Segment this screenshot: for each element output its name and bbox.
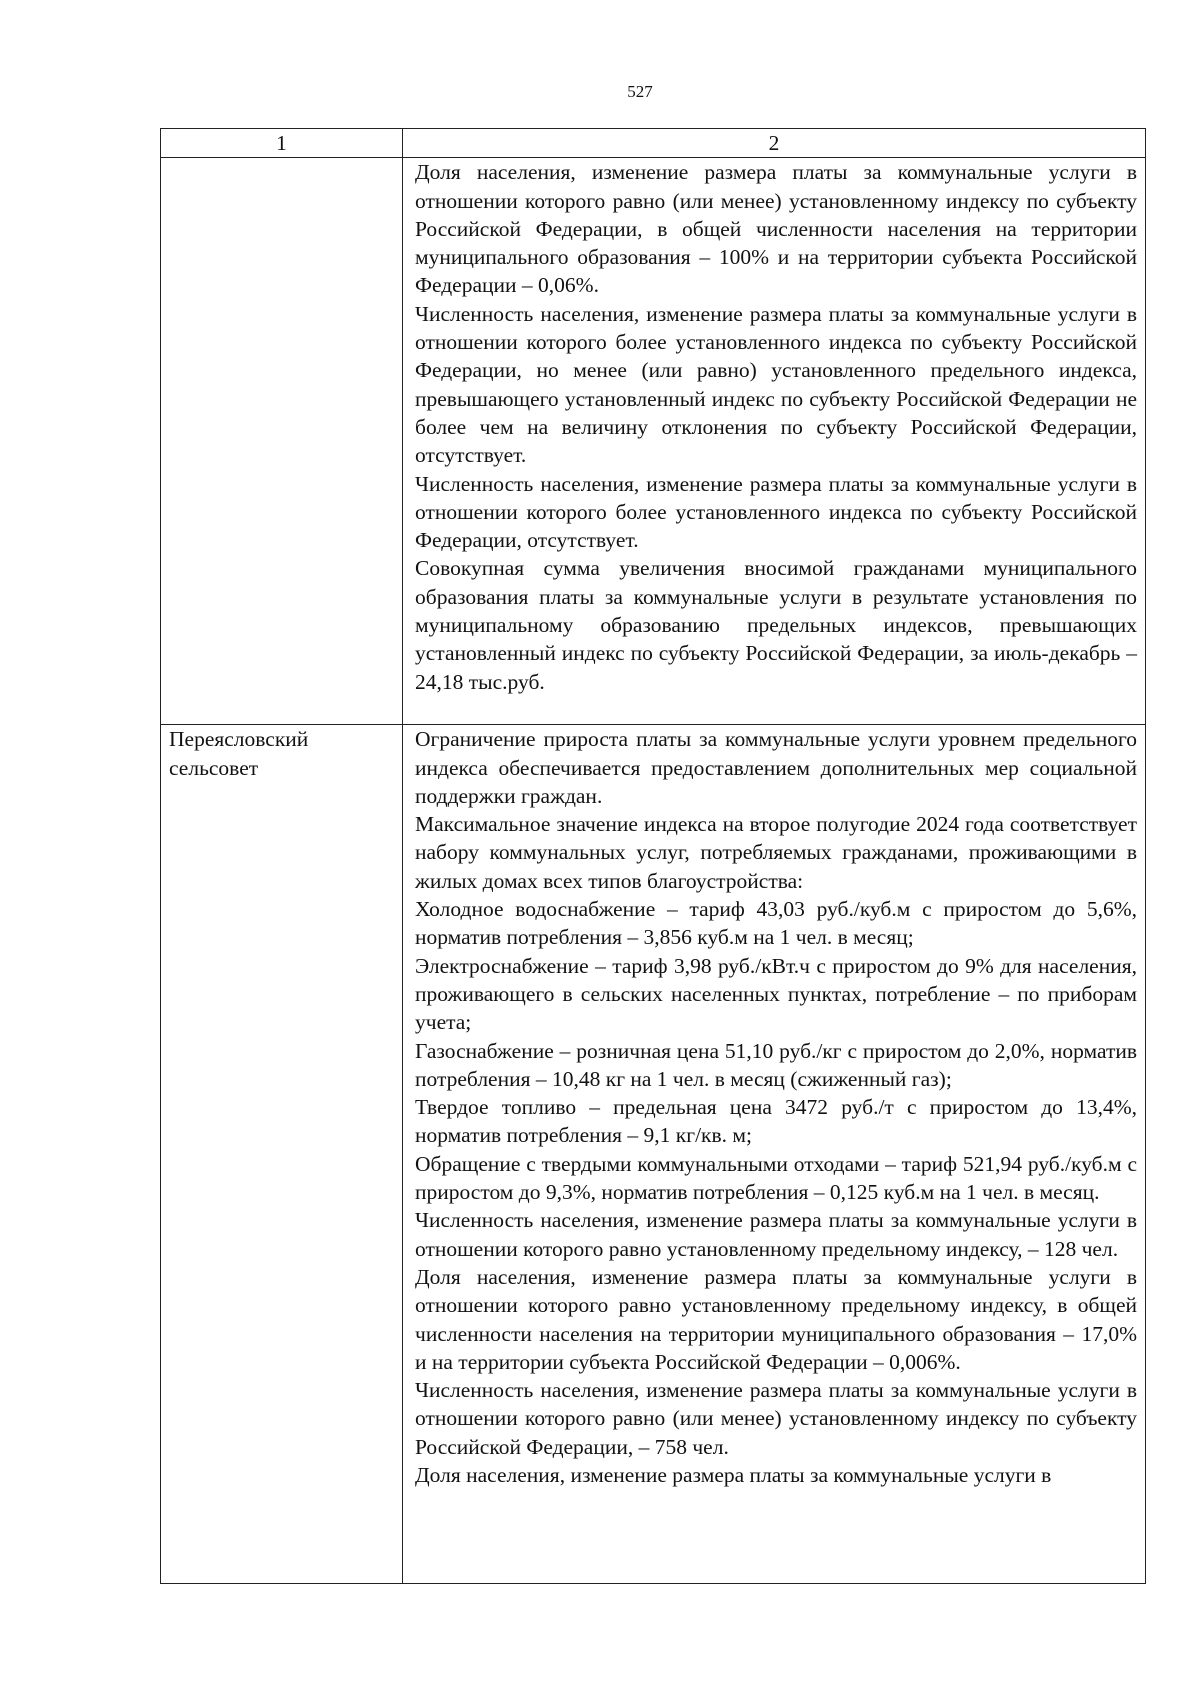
paragraph: Электроснабжение – тариф 3,98 руб./кВт.ч с приростом до 9% для населения, проживающего в сельских населенных пунктах, потребление – по приборам учета;: [415, 953, 1137, 1035]
table-header-row: [161, 129, 1146, 158]
paragraph: Доля населения, изменение размера платы за коммунальные услуги в отношении которого равно установленному предельному индексу, в общей численности населения на территории муниципального образования – 17,0% и на территории субъекта Российской Федерации – 0,006%.: [415, 1264, 1137, 1374]
row-content: [403, 725, 1146, 1584]
paragraph: Холодное водоснабжение – тариф 43,03 руб./куб.м с приростом до 5,6%, норматив потребления – 3,856 куб.м на 1 чел. в месяц;: [415, 897, 1137, 950]
row-content: [403, 158, 1146, 725]
row-label: [161, 158, 403, 725]
document-table: [160, 128, 1146, 1584]
paragraph: Обращение с твердыми коммунальными отходами – тариф 521,94 руб./куб.м с приростом до 9,3%, норматив потребления – 0,125 куб.м на 1 чел. в месяц.: [415, 1151, 1137, 1205]
table-row: [161, 725, 1146, 1584]
column-header-1: 1: [161, 129, 403, 158]
paragraph: Газоснабжение – розничная цена 51,10 руб./кг с приростом до 2,0%, норматив потребления – 10,48 кг на 1 чел. в месяц (сжиженный газ);: [415, 1038, 1137, 1091]
paragraph: Максимальное значение индекса на второе полугодие 2024 года соответствует набору коммунальных услуг, потребляемых гражданами, проживающими в жилых домах всех типов благоустройства:: [415, 812, 1137, 893]
paragraph: Доля населения, изменение размера платы за коммунальные услуги в отношении которого равно (или менее) установленному индексу по субъекту Российской Федерации, в общей численности населения на территории муниципального образования – 100% и на территории субъекта Российской Федерации – 0,06%.: [415, 160, 1137, 298]
paragraph: Численность населения, изменение размера платы за коммунальные услуги в отношении которого более установленного индекса по субъекту Российской Федерации, но менее (или равно) установленного предельного индекса, превышающего установленный индекс по субъекту Российской Федерации не более чем на величину отклонения по субъекту Российской Федерации, отсутствует.: [415, 301, 1137, 468]
paragraph: Численность населения, изменение размера платы за коммунальные услуги в отношении которого равно (или менее) установленному индексу по субъекту Российской Федерации, – 758 чел.: [415, 1378, 1137, 1459]
paragraph: Численность населения, изменение размера платы за коммунальные услуги в отношении которого более установленного индекса по субъекту Российской Федерации, отсутствует.: [415, 471, 1137, 553]
row-label: Переясловский сельсовет: [161, 725, 403, 1584]
paragraph: Твердое топливо – предельная цена 3472 руб./т с приростом до 13,4%, норматив потребления – 9,1 кг/кв. м;: [415, 1095, 1137, 1148]
paragraph: Доля населения, изменение размера платы за коммунальные услуги в: [415, 1463, 1052, 1488]
page-number: 527: [627, 82, 653, 101]
table-row: [161, 158, 1146, 725]
paragraph: Ограничение прироста платы за коммунальные услуги уровнем предельного индекса обеспечивается предоставлением дополнительных мер социальной поддержки граждан.: [415, 727, 1137, 808]
column-header-2: 2: [403, 129, 1146, 158]
paragraph: Численность населения, изменение размера платы за коммунальные услуги в отношении которого равно установленному предельному индексу, – 128 чел.: [415, 1208, 1137, 1261]
paragraph: Совокупная сумма увеличения вносимой гражданами муниципального образования платы за коммунальные услуги в результате установления по муниципальному образованию предельных индексов, превышающих установленный индекс по субъекту Российской Федерации, за июль-декабрь – 24,18 тыс.руб.: [415, 556, 1137, 694]
